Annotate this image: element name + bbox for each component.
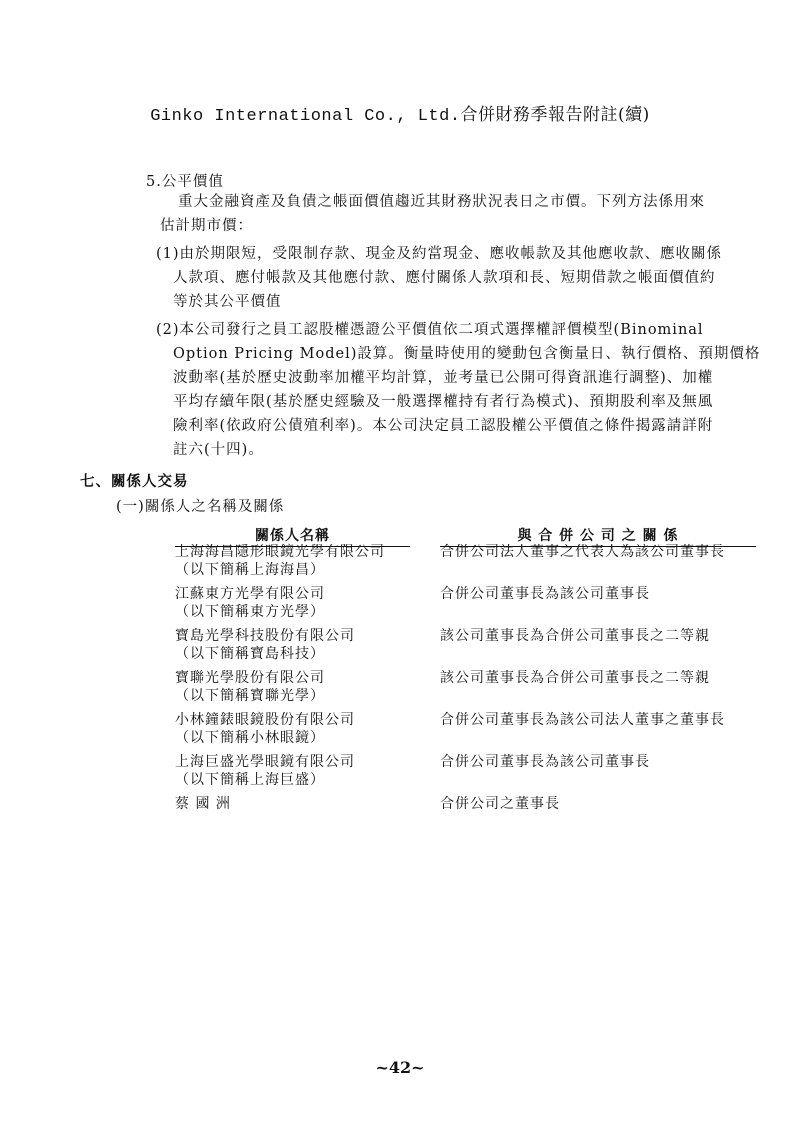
fair-value-intro-line1: 重大金融資產及負債之帳面價值趨近其財務狀況表日之市價。下列方法係用來 bbox=[178, 194, 705, 210]
table-row-name: 寶島光學科技股份有限公司 bbox=[175, 628, 355, 644]
table-row-relation: 合併公司董事長為該公司法人董事之董事長 bbox=[440, 712, 725, 728]
table-row-relation: 該公司董事長為合併公司董事長之二等親 bbox=[440, 628, 710, 644]
table-row-abbr: （以下簡稱上海巨盛） bbox=[175, 772, 325, 788]
fair-value-item2-line3: 波動率(基於歷史波動率加權平均計算，並考量已公開可得資訊進行調整)、加權 bbox=[173, 370, 714, 386]
section-title: 七、關係人交易 bbox=[80, 473, 189, 490]
table-row-name: 江蘇東方光學有限公司 bbox=[175, 586, 325, 602]
fair-value-item1-line3: 等於其公平價值 bbox=[173, 294, 282, 310]
table-row-abbr: （以下簡稱東方光學） bbox=[175, 604, 325, 620]
fair-value-item2-line2: Option Pricing Model)設算。衡量時使用的變動包含衡量日、執行價格、預期價格 bbox=[173, 346, 761, 362]
page-header bbox=[0, 100, 800, 126]
table-row-abbr: （以下簡稱寶聯光學） bbox=[175, 688, 325, 704]
table-row-relation: 該公司董事長為合併公司董事長之二等親 bbox=[440, 670, 710, 686]
table-row-relation: 合併公司之董事長 bbox=[440, 796, 560, 812]
fair-value-item2-line6: 註六(十四)。 bbox=[173, 442, 264, 458]
fair-value-item1-line2: 人款項、應付帳款及其他應付款、應付關係人款項和長、短期借款之帳面價值約 bbox=[173, 270, 716, 286]
fair-value-item2-line5: 險利率(依政府公債殖利率)。本公司決定員工認股權公平價值之條件揭露請詳附 bbox=[173, 418, 714, 434]
header-title-zh: 合併財務季報告附註(續) bbox=[460, 105, 650, 125]
table-row-abbr: （以下簡稱寶島科技） bbox=[175, 646, 325, 662]
sub-section-title: (一)關係人之名稱及關係 bbox=[116, 499, 285, 515]
table-row-name: 寶聯光學股份有限公司 bbox=[175, 670, 325, 686]
col-header-relation: 與 合 併 公 司 之 關 係 bbox=[440, 525, 756, 547]
page-number: ~42~ bbox=[375, 1058, 425, 1077]
fair-value-item2-line4: 平均存續年限(基於歷史經驗及一般選擇權持有者行為模式)、預期股利率及無風 bbox=[173, 394, 714, 410]
table-row-name: 上海海昌隱形眼鏡光學有限公司 bbox=[175, 544, 385, 560]
table-row-relation: 合併公司董事長為該公司董事長 bbox=[440, 754, 650, 770]
table-row-name: 蔡 國 洲 bbox=[175, 796, 231, 812]
table-row-relation: 合併公司法人董事之代表人為該公司董事長 bbox=[440, 544, 725, 560]
table-row-abbr: （以下簡稱上海海昌） bbox=[175, 562, 325, 578]
fair-value-item2-line1: (2)本公司發行之員工認股權憑證公平價值依二項式選擇權評價模型(Binominal bbox=[156, 322, 704, 338]
table-row-relation: 合併公司董事長為該公司董事長 bbox=[440, 586, 650, 602]
company-name-en: Ginko International Co., Ltd. bbox=[150, 107, 461, 126]
table-row-abbr: （以下簡稱小林眼鏡） bbox=[175, 730, 325, 746]
table-row-name: 上海巨盛光學眼鏡有限公司 bbox=[175, 754, 355, 770]
table-row-name: 小林鐘錶眼鏡股份有限公司 bbox=[175, 712, 355, 728]
col-header-name: 關係人名稱 bbox=[175, 525, 410, 547]
fair-value-item1-line1: (1)由於期限短，受限制存款、現金及約當現金、應收帳款及其他應收款、應收關係 bbox=[156, 246, 723, 262]
fair-value-heading: 5.公平價值 bbox=[146, 174, 224, 190]
fair-value-intro-line2: 估計期市價： bbox=[160, 218, 253, 234]
